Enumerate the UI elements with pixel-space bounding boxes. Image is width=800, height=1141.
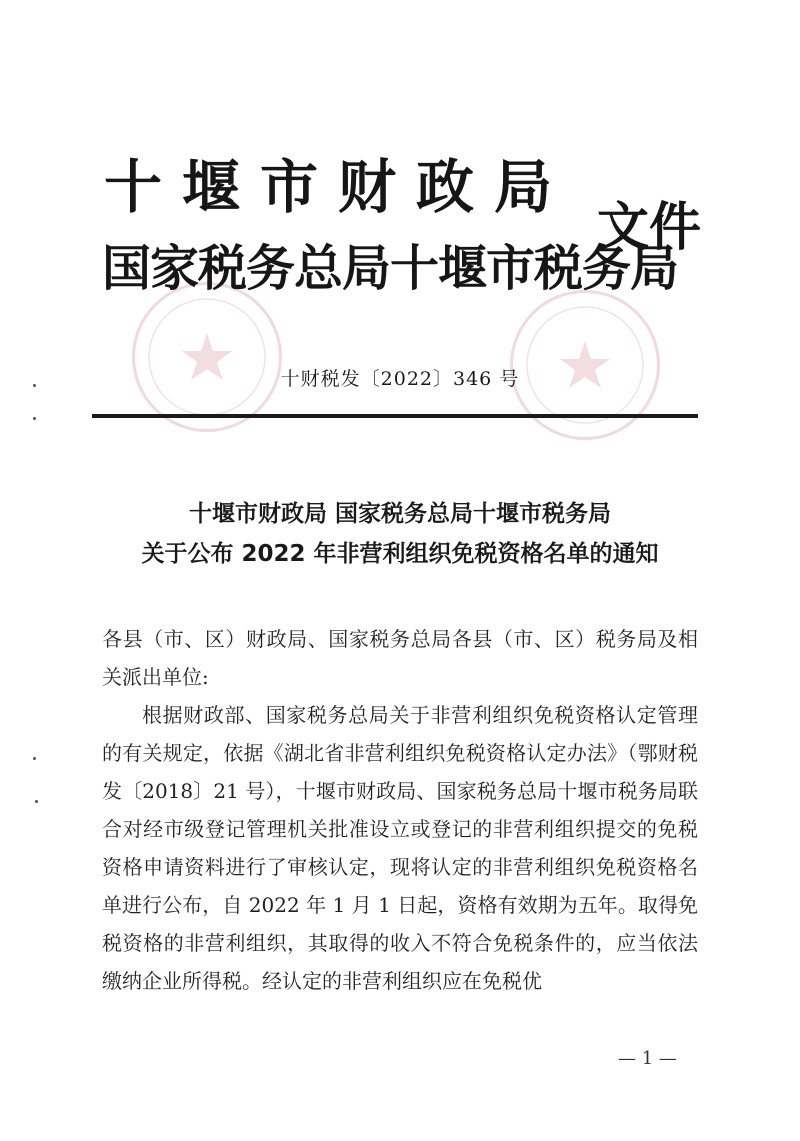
issuer-name-line1: 十堰市财政局 xyxy=(104,153,573,221)
issuer-name-line2: 国家税务总局十堰市税务局 xyxy=(102,239,679,297)
notice-body xyxy=(102,620,698,1000)
document-number: 十财税发〔2022〕346 号 xyxy=(280,368,520,390)
notice-title-line2: 关于公布 2022 年非营利组织免税资格名单的通知 xyxy=(141,541,659,567)
salutation: 各县（市、区）财政局、国家税务总局各县（市、区）税务局及相关派出单位: xyxy=(102,627,698,689)
scan-speck xyxy=(33,417,36,420)
document-suffix: 文件 xyxy=(597,197,702,258)
body-paragraph: 根据财政部、国家税务总局关于非营利组织免税资格认定管理的有关规定，依据《湖北省非营利组织免税资格认定办法》（鄂财税发〔2018〕21 号），十堰市财政局、国家税务总局十堰市税务局联合对经市级登记管理机关批准设立或登记的非营利组织提交的免税资格申请资料进行了审核认定，现将认定的非营利组织免税资格名单进行公布，自 2022 年 1 月 1 日起，资格有效期为五年。取得免税资格的非营利组织，其取得的收入不符合免税条件的，应当依法缴纳企业所得税。经认定的非营利组织应在免税优 xyxy=(102,703,698,993)
scan-speck xyxy=(33,757,36,760)
page-number: — 1 — xyxy=(618,1048,677,1069)
official-seal-left xyxy=(132,282,282,432)
header-divider xyxy=(92,414,698,418)
notice-title-line1: 十堰市财政局 国家税务总局十堰市税务局 xyxy=(188,501,611,527)
seal-star-icon xyxy=(135,285,279,429)
scan-speck xyxy=(35,800,38,803)
scan-speck xyxy=(33,384,36,387)
